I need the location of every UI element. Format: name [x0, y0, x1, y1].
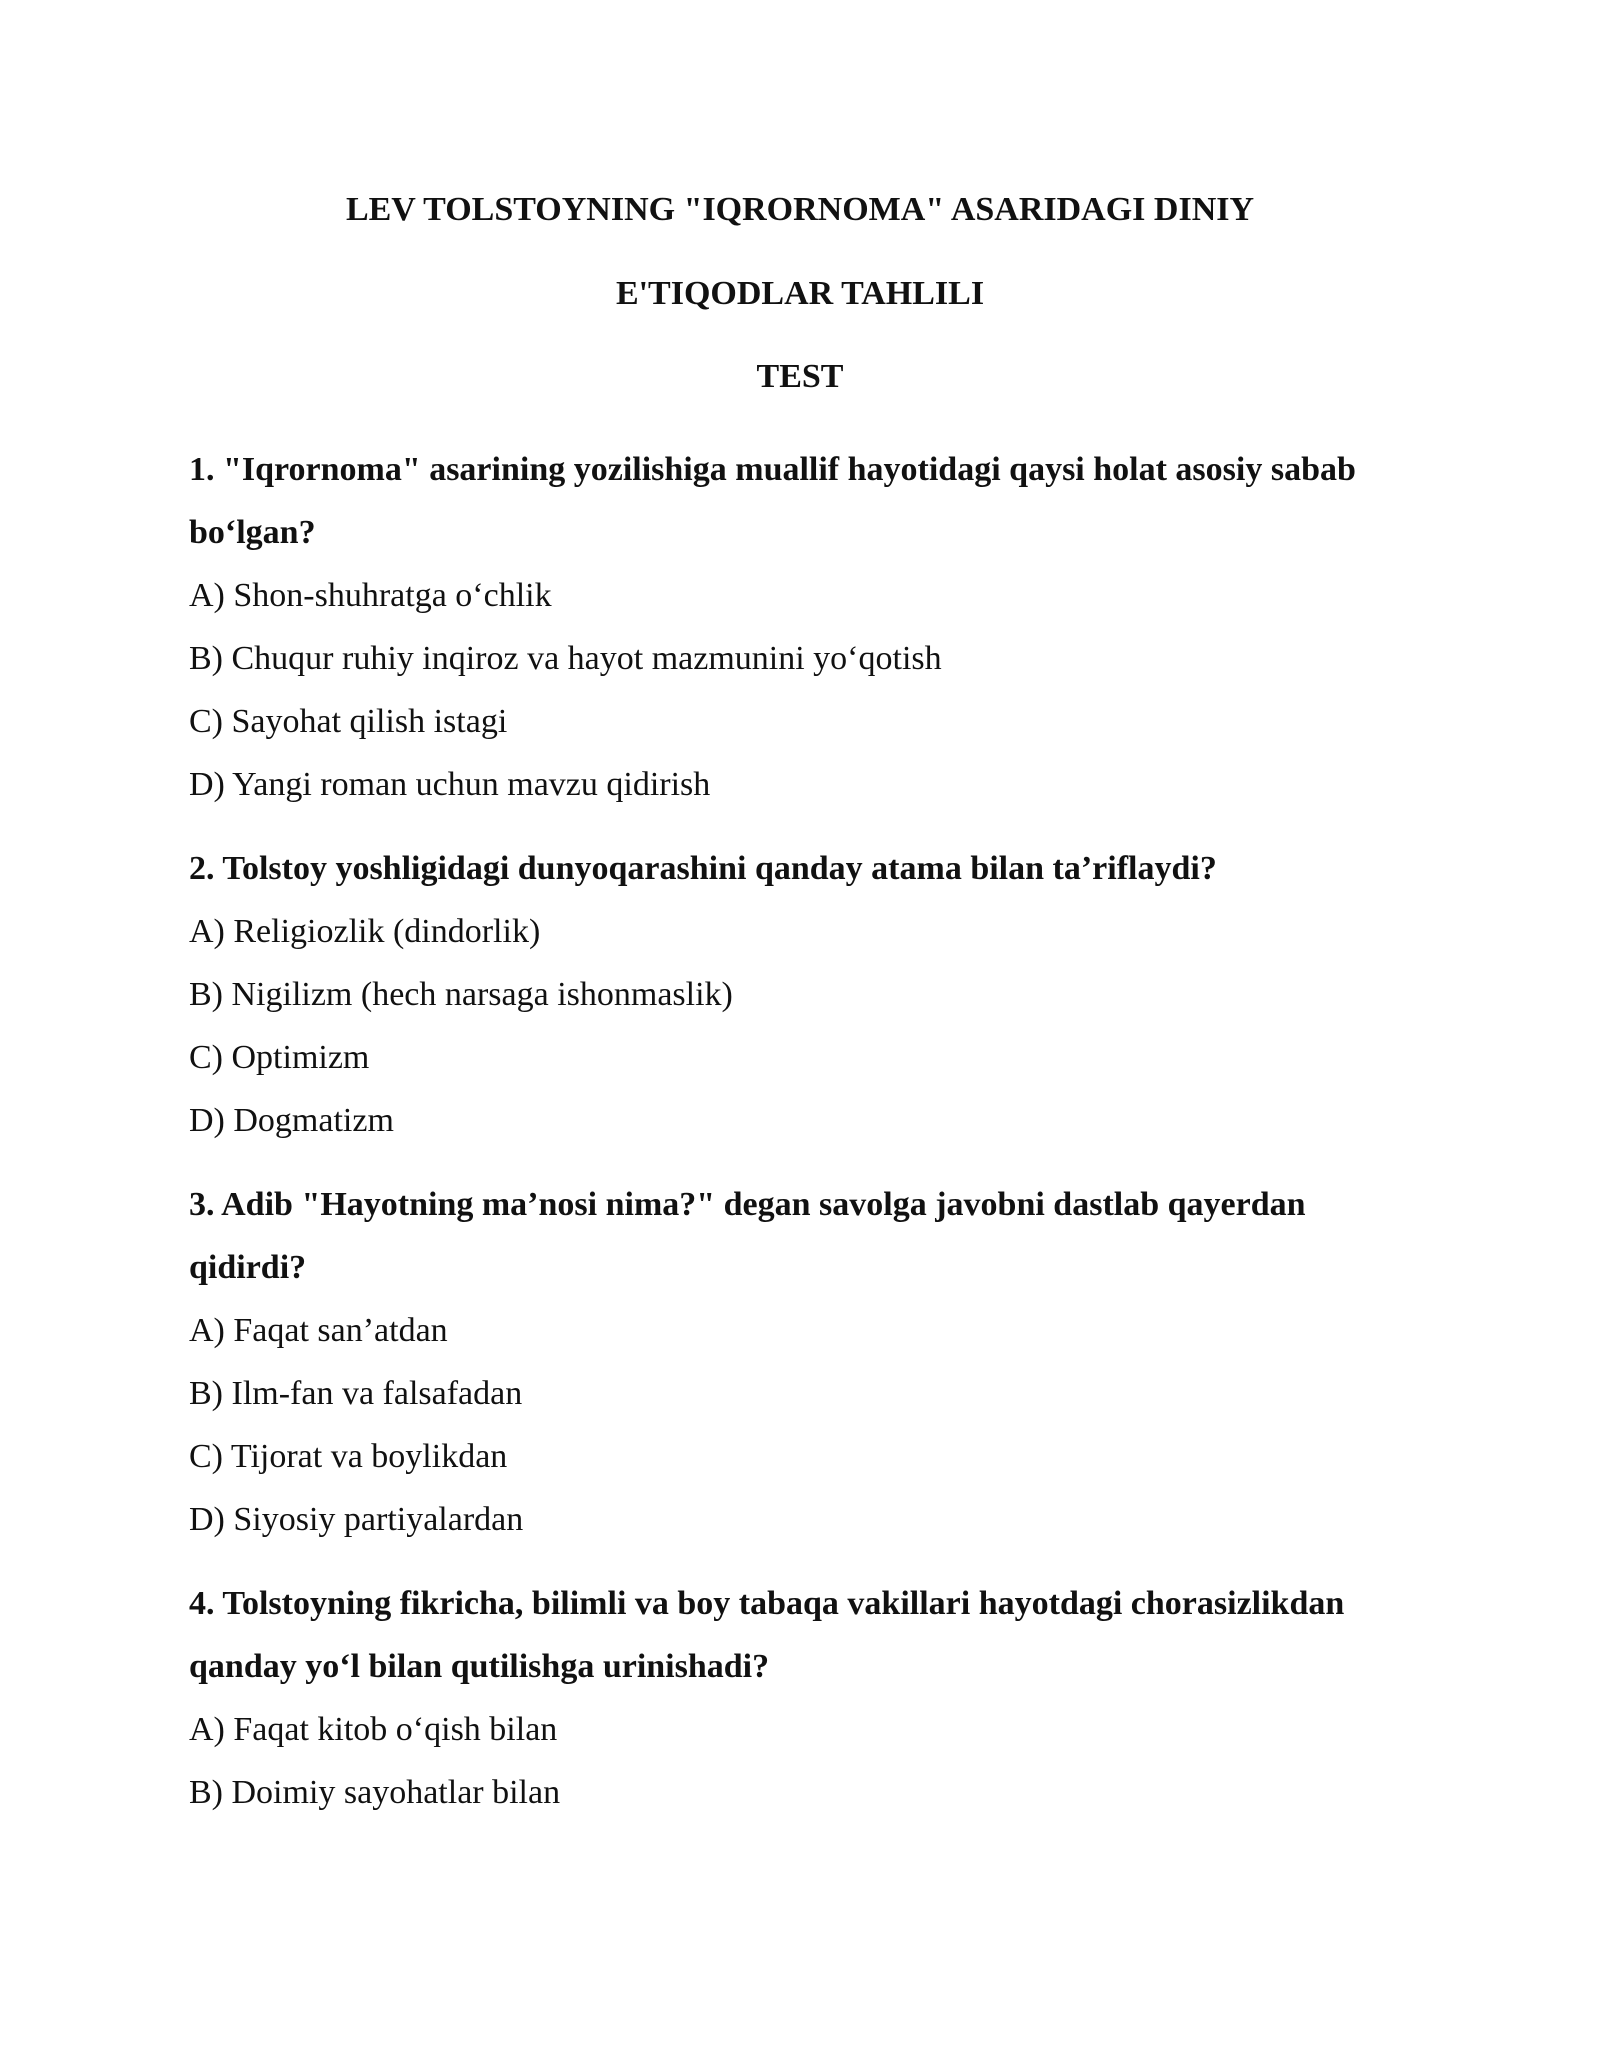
answer-option-a: A) Religiozlik (dindorlik) [189, 913, 541, 950]
document-heading-test: TEST [756, 358, 844, 395]
question-text: 1. "Iqrornoma" asarining yozilishiga muallif hayotidagi qaysi holat asosiy sabab bo‘lgan? [189, 451, 1356, 551]
answer-option-a: A) Shon-shuhratga o‘chlik [189, 577, 552, 614]
answer-option-d: D) Dogmatizm [189, 1102, 394, 1139]
question-text: 3. Adib "Hayotning ma’nosi nima?" degan savolga javobni dastlab qayerdan qidirdi? [189, 1186, 1306, 1286]
answer-option-a: A) Faqat kitob o‘qish bilan [189, 1711, 558, 1748]
document-title-line-1: LEV TOLSTOYNING "IQRORNOMA" ASARIDAGI DINIY [345, 191, 1255, 228]
question-text: 4. Tolstoyning fikricha, bilimli va boy tabaqa vakillari hayotdagi chorasizlikdan qanday yo‘l bilan qutilishga urinishadi? [189, 1585, 1345, 1685]
answer-option-d: D) Yangi roman uchun mavzu qidirish [189, 766, 711, 803]
answer-option-b: B) Ilm-fan va falsafadan [189, 1375, 523, 1412]
question-text: 2. Tolstoy yoshligidagi dunyoqarashini qanday atama bilan ta’riflaydi? [189, 850, 1217, 887]
answer-option-c: C) Tijorat va boylikdan [189, 1438, 508, 1475]
question-4 [189, 1572, 1429, 1824]
question-1 [189, 438, 1429, 816]
question-3 [189, 1173, 1429, 1551]
answer-option-c: C) Optimizm [189, 1039, 370, 1076]
answer-option-a: A) Faqat san’atdan [189, 1312, 448, 1349]
answer-option-b: B) Doimiy sayohatlar bilan [189, 1774, 561, 1811]
answer-option-b: B) Nigilizm (hech narsaga ishonmaslik) [189, 976, 733, 1013]
answer-option-d: D) Siyosiy partiyalardan [189, 1501, 524, 1538]
question-2 [189, 837, 1429, 1152]
answer-option-b: B) Chuqur ruhiy inqiroz va hayot mazmunini yo‘qotish [189, 640, 942, 677]
answer-option-c: C) Sayohat qilish istagi [189, 703, 508, 740]
document-title-line-2: E'TIQODLAR TAHLILI [615, 275, 985, 312]
question-list [189, 438, 1429, 1824]
